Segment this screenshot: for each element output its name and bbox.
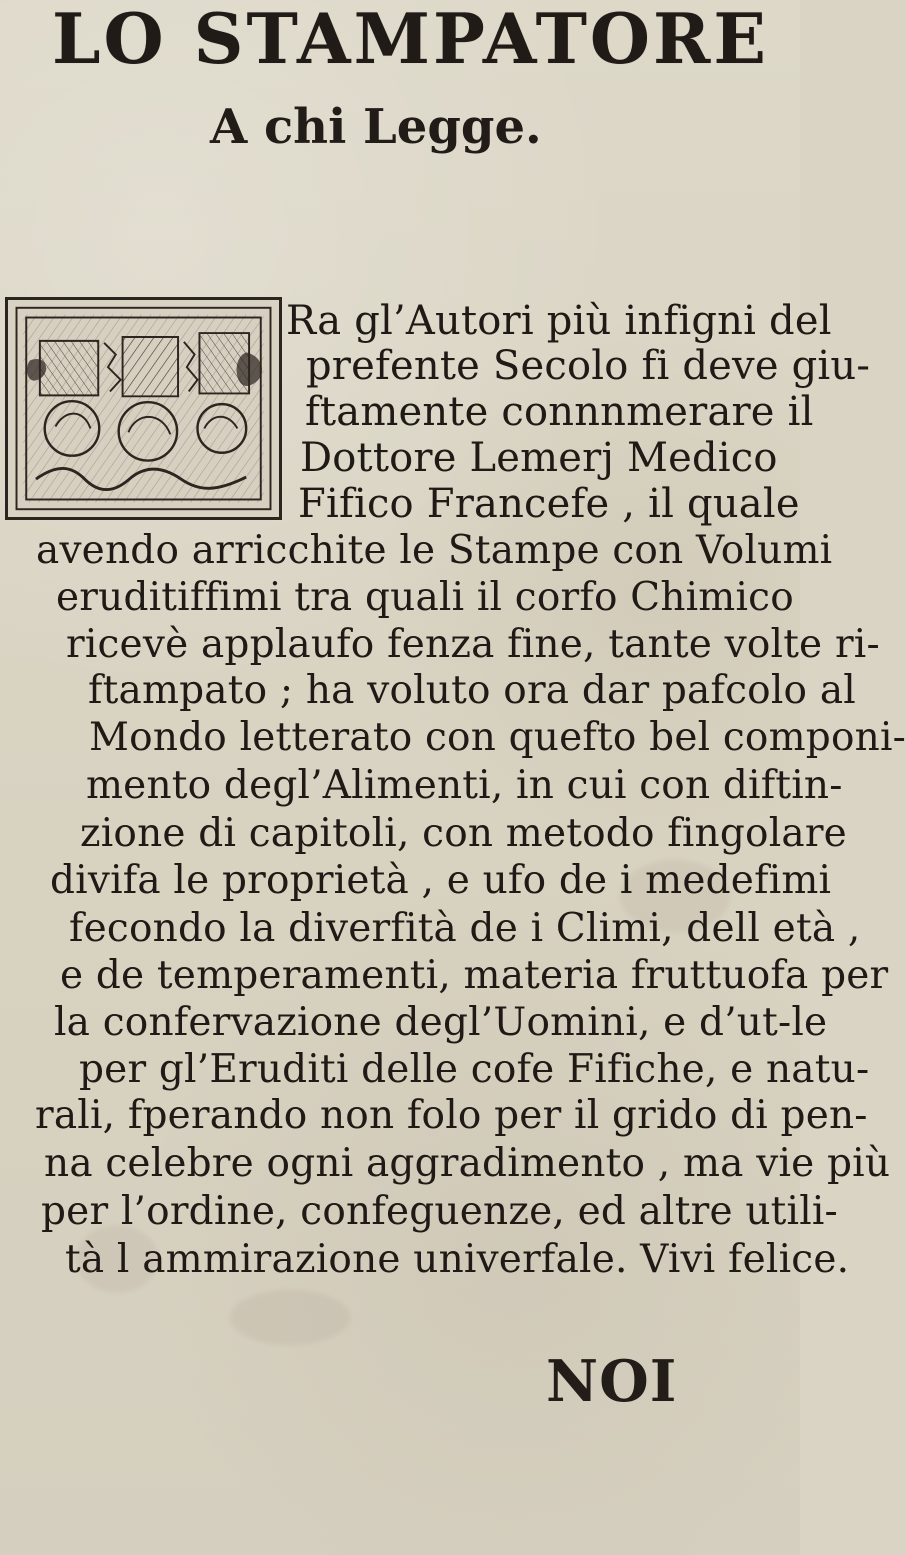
body-line-11: la confervazione degl’Uomini, e d’ut-le [54,1000,828,1045]
page-title: LO STAMPATORE [52,0,769,80]
woodcut-svg [8,300,279,517]
body-line-6: mento degl’Alimenti, in cui con diftin- [86,763,843,808]
body-line-8: divifa le proprietà , e ufo de i medefimi [50,858,832,903]
opening-line-2: prefente Secolo fi deve giu- [306,343,871,389]
body-line-2: eruditiffimi tra quali il corfo Chimico [56,575,794,620]
catchword: NOI [546,1348,678,1415]
body-line-1: avendo arricchite le Stampe con Volumi [36,528,833,573]
body-line-13: rali, fperando non folo per il grido di pen- [35,1093,868,1138]
body-line-9: fecondo la diverfità de i Climi, dell età , [69,906,861,951]
paper-stain [230,1290,350,1345]
opening-line-3: ftamente connnmerare il [305,389,814,435]
body-line-15: per l’ordine, confeguenze, ed altre utili- [41,1189,838,1234]
body-line-5: Mondo letterato con quefto bel componi- [89,715,906,760]
body-line-12: per gl’Eruditi delle cofe Fifiche, e natu- [79,1047,870,1092]
body-line-3: ricevè applaufo fenza fine, tante volte ri- [66,622,880,667]
page-subtitle: A chi Legge. [210,99,542,155]
opening-line-5: Fifico Francefe , il quale [298,481,800,527]
body-line-10: e de temperamenti, materia fruttuofa per [60,953,889,998]
body-line-7: zione di capitoli, con metodo fingolare [80,811,847,856]
body-line-16: tà l ammirazione univerfale. Vivi felice. [65,1237,850,1282]
decorated-initial-icon [5,297,282,520]
body-line-14: na celebre ogni aggradimento , ma vie più [44,1141,891,1186]
opening-line-1: Ra gl’Autori più infigni del [286,298,832,344]
body-line-4: ftampato ; ha voluto ora dar pafcolo al [88,668,856,713]
opening-line-4: Dottore Lemerj Medico [300,435,778,481]
